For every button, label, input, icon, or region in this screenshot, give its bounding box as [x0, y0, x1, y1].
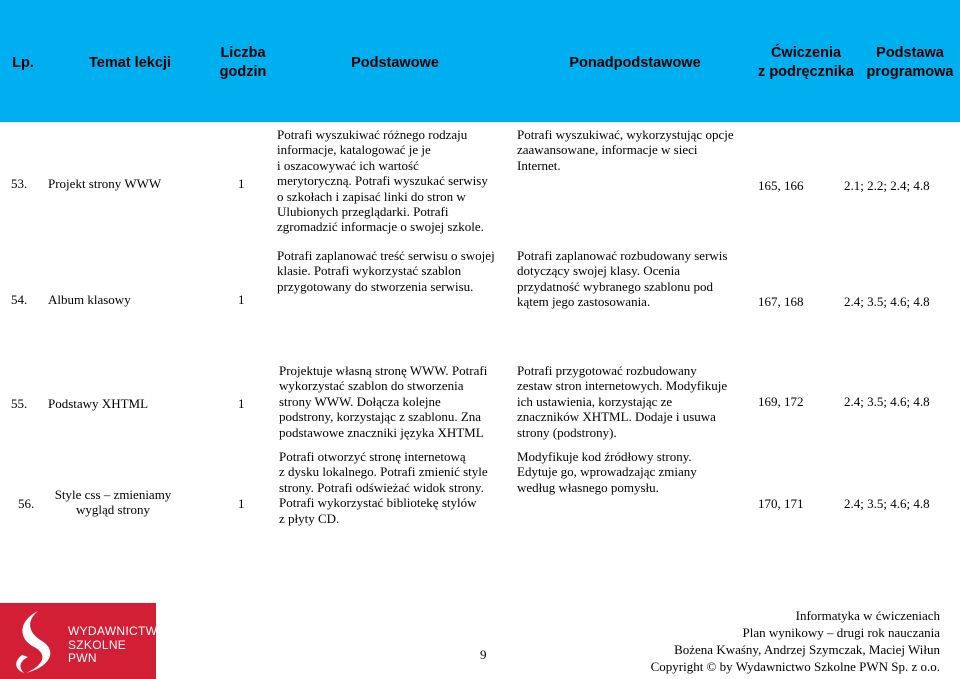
row-podstawowe	[277, 248, 517, 294]
text-line: z płyty CD.	[279, 510, 340, 526]
text-line: Potrafi wyszukiwać różnego rodzaju	[277, 127, 468, 142]
text-line: Internet.	[517, 157, 561, 173]
text-line: strony WWW. Dołącza kolejne	[279, 393, 441, 409]
header-temat: Temat lekcji	[89, 55, 171, 71]
row-podstawa: 2.4; 3.5; 4.6; 4.8	[844, 496, 930, 511]
header-cwiczenia-line2: z podręcznika	[758, 64, 854, 80]
footer-credits	[651, 607, 940, 675]
text-line: podstawowe znaczniki języka XHTML	[279, 424, 484, 440]
publisher-logo	[0, 603, 167, 679]
row-temat: Album klasowy	[48, 292, 131, 307]
text-line: kątem jego zastosowania.	[517, 294, 651, 310]
text-line: strony (podstrony).	[517, 424, 617, 440]
text-line: Potrafi zaplanować rozbudowany serwis	[517, 248, 728, 263]
header-liczba-line1: Liczba	[220, 45, 266, 61]
text-line: Style css – zmieniamy	[54, 487, 172, 502]
row-podstawowe	[277, 127, 517, 235]
row-lp: 54.	[11, 292, 28, 307]
row-godziny: 1	[238, 496, 245, 511]
logo-line: PWN	[68, 651, 97, 665]
header-liczba-line2: godzin	[219, 64, 267, 80]
text-line: podstrony, korzystając z szablonu. Zna	[279, 409, 482, 425]
header-cwiczenia-line1: Ćwiczenia	[770, 45, 842, 61]
header-liczba-godzin	[210, 44, 276, 82]
text-line: klasie. Potrafi wykorzystać szablon	[277, 263, 462, 279]
header-ponadpodstawowe: Ponadpodstawowe	[569, 55, 701, 71]
text-line: dotyczący swojej klasy. Ocenia	[517, 263, 681, 279]
table-header	[0, 0, 960, 122]
logo-line: SZKOLNE	[68, 637, 127, 652]
row-temat: Podstawy XHTML	[48, 396, 149, 411]
text-line: przydatność wybranego szablonu pod	[517, 278, 714, 294]
row-ponadpodstawowe	[517, 127, 757, 173]
footer-line: Copyright © by Wydawnictwo Szkolne PWN Sp. z o.o.	[650, 659, 940, 674]
row-cwiczenia: 167, 168	[758, 294, 804, 309]
text-line: merytoryczną. Potrafi wyszukać serwisy	[277, 173, 488, 189]
row-ponadpodstawowe	[517, 449, 757, 495]
header-podstawa-line1: Podstawa	[876, 45, 944, 61]
text-line: strony. Potrafi odświeżać widok strony.	[279, 479, 484, 495]
header-podstawa-line2: programowa	[866, 64, 954, 80]
text-line: Potrafi otworzyć stronę internetową	[279, 449, 466, 464]
text-line: zgromadzić informacje o swojej szkole.	[277, 219, 484, 235]
row-podstawowe	[279, 363, 517, 440]
logo-swoosh-icon	[4, 603, 64, 679]
text-line: z dysku lokalnego. Potrafi zmienić style	[279, 464, 488, 480]
text-line: Modyfikuje kod źródłowy strony.	[517, 449, 692, 464]
row-lp: 55.	[11, 396, 28, 411]
text-line: wygląd strony	[75, 502, 151, 518]
row-podstawa: 2.4; 3.5; 4.6; 4.8	[844, 294, 930, 309]
header-cwiczenia	[748, 44, 864, 82]
row-godziny: 1	[238, 176, 245, 191]
header-podstawowe: Podstawowe	[351, 55, 439, 71]
row-temat	[46, 487, 180, 518]
logo-line: WYDAWNICTWO	[68, 624, 167, 638]
row-cwiczenia: 170, 171	[758, 496, 804, 511]
text-line: o szkołach i zapisać linki do stron w	[277, 188, 466, 204]
text-line: Ulubionych przeglądarki. Potrafi	[277, 204, 449, 220]
text-line: Potrafi wykorzystać bibliotekę stylów	[279, 495, 477, 511]
row-podstawowe	[279, 449, 517, 526]
header-lp: Lp.	[12, 55, 34, 71]
text-line: znaczników XHTML. Dodaje i usuwa	[517, 409, 716, 425]
page-number: 9	[480, 647, 487, 662]
row-godziny: 1	[238, 396, 245, 411]
row-ponadpodstawowe	[517, 248, 757, 310]
text-line: Edytuje go, wprowadzając zmiany	[517, 464, 697, 480]
row-ponadpodstawowe	[517, 363, 757, 440]
text-line: Projektuje własną stronę WWW. Potrafi	[279, 363, 488, 378]
row-podstawa: 2.4; 3.5; 4.6; 4.8	[844, 394, 930, 409]
text-line: informacje, katalogować je je	[277, 142, 431, 158]
text-line: Potrafi zaplanować treść serwisu o swojej	[277, 248, 495, 263]
row-lp: 53.	[11, 176, 28, 191]
text-line: według własnego pomysłu.	[517, 479, 659, 495]
row-cwiczenia: 165, 166	[758, 178, 804, 193]
row-podstawa: 2.1; 2.2; 2.4; 4.8	[844, 178, 930, 193]
logo-text	[68, 625, 167, 666]
footer-line: Bożena Kwaśny, Andrzej Szymczak, Maciej Wiłun	[674, 642, 940, 657]
row-temat: Projekt strony WWW	[48, 176, 162, 191]
text-line: i oszacowywać ich wartość	[277, 157, 419, 173]
row-godziny: 1	[238, 292, 245, 307]
text-line: Potrafi przygotować rozbudowany	[517, 363, 697, 378]
text-line: przygotowany do stworzenia serwisu.	[277, 278, 474, 294]
row-lp: 56.	[18, 496, 35, 511]
header-podstawa	[862, 44, 958, 82]
text-line: wykorzystać szablon do stworzenia	[279, 378, 464, 394]
text-line: Potrafi wyszukiwać, wykorzystując opcje	[517, 127, 734, 142]
footer-line: Plan wynikowy – drugi rok nauczania	[742, 625, 940, 640]
text-line: zaawansowane, informacje w sieci	[517, 142, 698, 158]
text-line: ich ustawienia, korzystając ze	[517, 393, 673, 409]
footer-line: Informatyka w ćwiczeniach	[795, 608, 940, 623]
row-cwiczenia: 169, 172	[758, 394, 804, 409]
text-line: zestaw stron internetowych. Modyfikuje	[517, 378, 728, 394]
